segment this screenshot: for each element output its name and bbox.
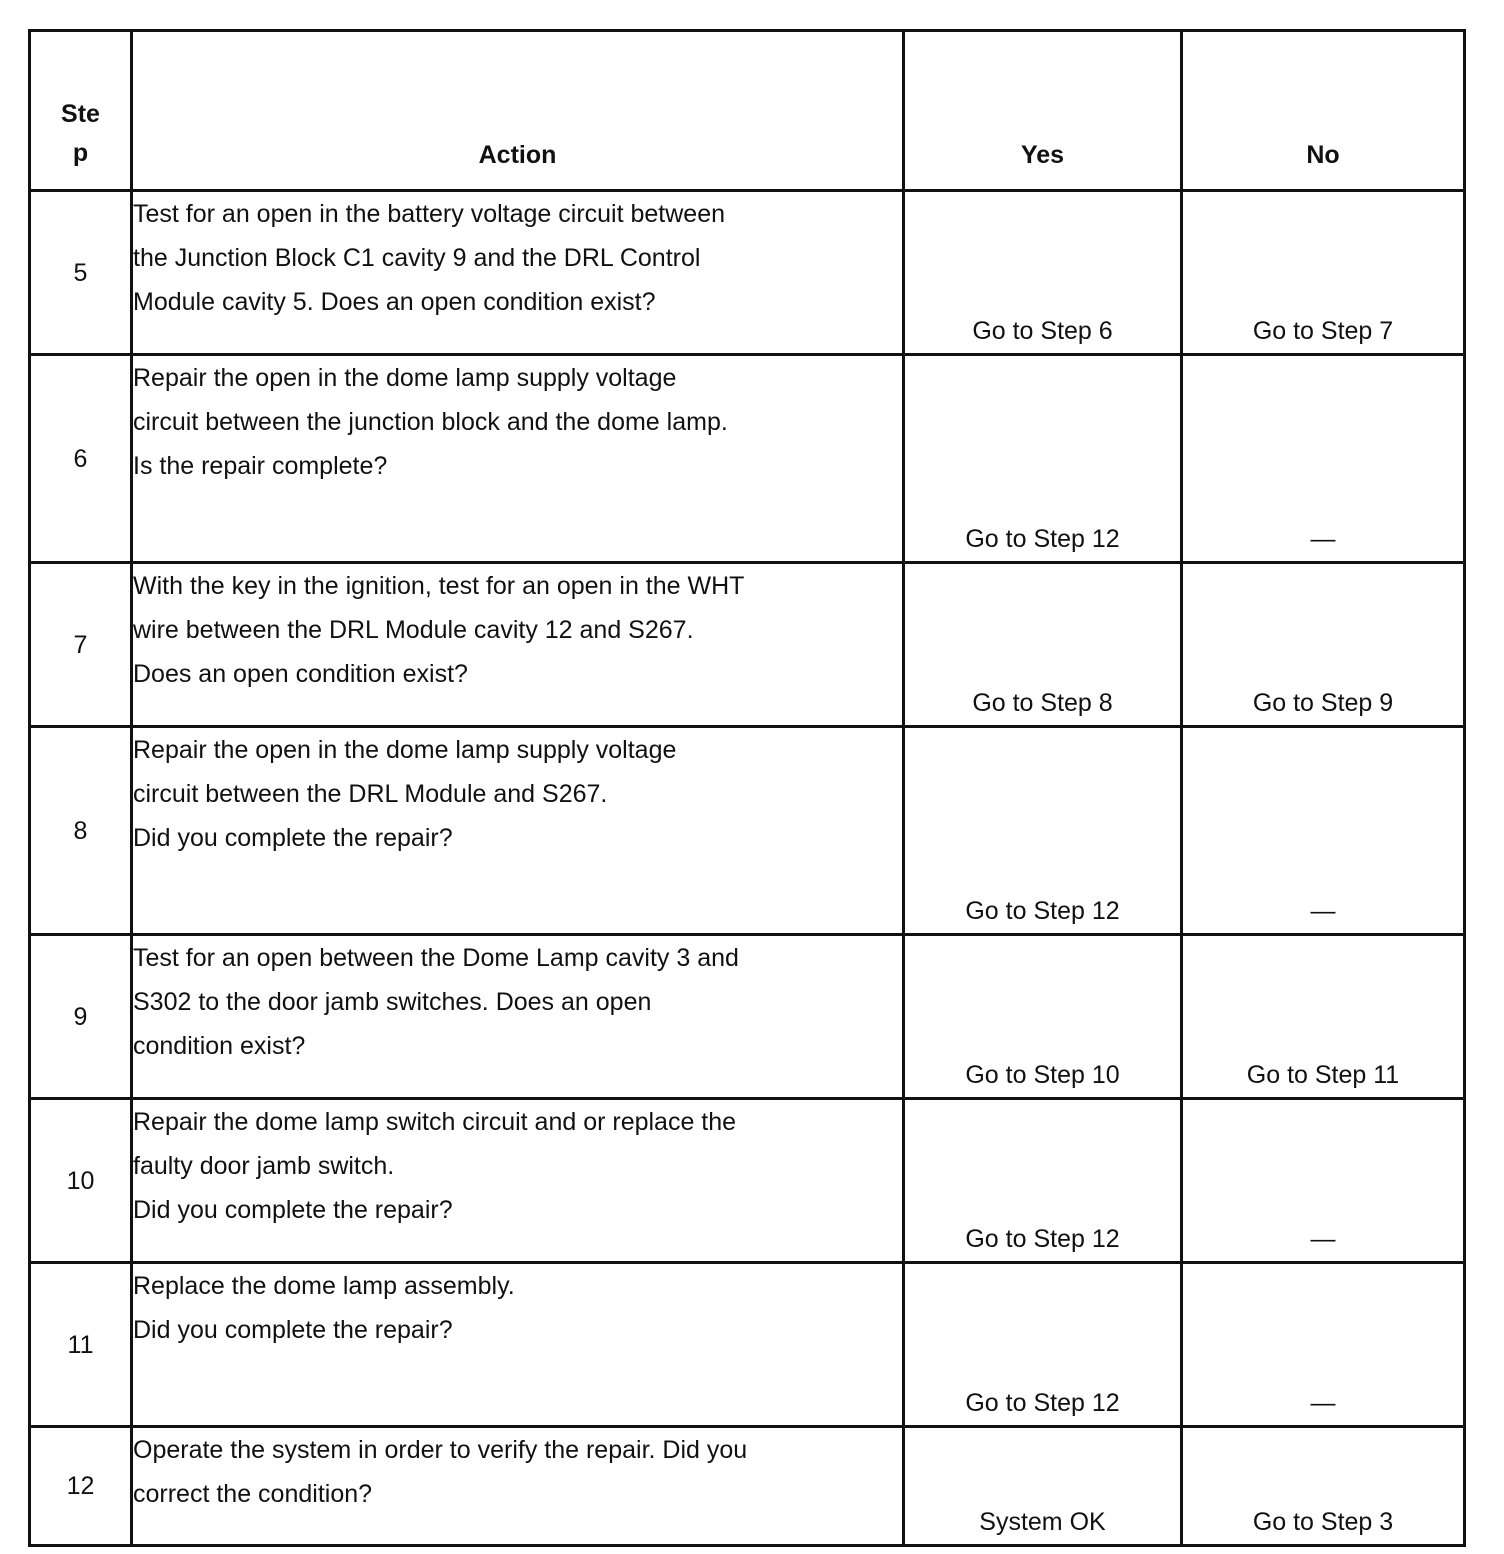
no-result: — bbox=[1182, 1099, 1465, 1263]
table-header-row bbox=[30, 31, 1465, 191]
yes-result: Go to Step 10 bbox=[904, 935, 1182, 1099]
step-number: 12 bbox=[30, 1427, 132, 1546]
no-result: — bbox=[1182, 1263, 1465, 1427]
table-row bbox=[30, 935, 1465, 1099]
no-result: Go to Step 7 bbox=[1182, 191, 1465, 355]
action-text: Test for an open in the battery voltage circuit between the Junction Block C1 cavity 9 and the DRL Control Module cavity 5. Does an open condition exist? bbox=[132, 191, 904, 355]
step-number: 11 bbox=[30, 1263, 132, 1427]
step-number: 6 bbox=[30, 355, 132, 563]
action-text: Test for an open between the Dome Lamp cavity 3 and S302 to the door jamb switches. Does an open condition exist? bbox=[132, 935, 904, 1099]
table-row bbox=[30, 563, 1465, 727]
no-result: Go to Step 11 bbox=[1182, 935, 1465, 1099]
action-text: Repair the dome lamp switch circuit and or replace the faulty door jamb switch. Did you complete the repair? bbox=[132, 1099, 904, 1263]
action-text: Repair the open in the dome lamp supply voltage circuit between the DRL Module and S267. Did you complete the repair? bbox=[132, 727, 904, 935]
step-number: 10 bbox=[30, 1099, 132, 1263]
yes-result: System OK bbox=[904, 1427, 1182, 1546]
column-header-step: Step bbox=[30, 31, 132, 191]
table-row bbox=[30, 191, 1465, 355]
step-number: 8 bbox=[30, 727, 132, 935]
column-header-yes: Yes bbox=[904, 31, 1182, 191]
yes-result: Go to Step 12 bbox=[904, 355, 1182, 563]
yes-result: Go to Step 8 bbox=[904, 563, 1182, 727]
yes-result: Go to Step 12 bbox=[904, 727, 1182, 935]
table-row bbox=[30, 1099, 1465, 1263]
step-number: 5 bbox=[30, 191, 132, 355]
table-row bbox=[30, 355, 1465, 563]
table-row bbox=[30, 727, 1465, 935]
step-number: 9 bbox=[30, 935, 132, 1099]
yes-result: Go to Step 12 bbox=[904, 1099, 1182, 1263]
action-text: Replace the dome lamp assembly. Did you complete the repair? bbox=[132, 1263, 904, 1427]
no-result: Go to Step 9 bbox=[1182, 563, 1465, 727]
no-result: — bbox=[1182, 355, 1465, 563]
yes-result: Go to Step 6 bbox=[904, 191, 1182, 355]
action-text: Operate the system in order to verify the repair. Did you correct the condition? bbox=[132, 1427, 904, 1546]
step-number: 7 bbox=[30, 563, 132, 727]
column-header-action: Action bbox=[132, 31, 904, 191]
diagnostic-table bbox=[28, 29, 1466, 1547]
action-text: With the key in the ignition, test for an open in the WHT wire between the DRL Module cavity 12 and S267. Does an open condition exist? bbox=[132, 563, 904, 727]
action-text: Repair the open in the dome lamp supply voltage circuit between the junction block and the dome lamp. Is the repair complete? bbox=[132, 355, 904, 563]
no-result: Go to Step 3 bbox=[1182, 1427, 1465, 1546]
column-header-no: No bbox=[1182, 31, 1465, 191]
table-row bbox=[30, 1263, 1465, 1427]
no-result: — bbox=[1182, 727, 1465, 935]
yes-result: Go to Step 12 bbox=[904, 1263, 1182, 1427]
table-row bbox=[30, 1427, 1465, 1546]
